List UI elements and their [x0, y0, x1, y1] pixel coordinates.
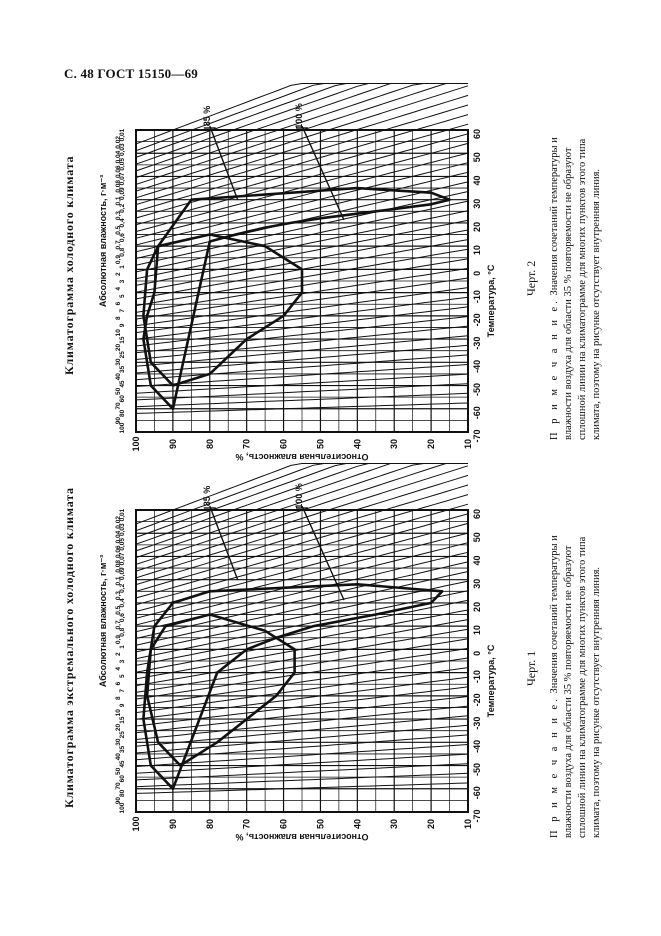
abs-humidity-tick-label: 35 [119, 365, 126, 374]
abs-humidity-tick-label: 9 [119, 703, 126, 708]
x-tick-label: 40 [472, 555, 482, 566]
abs-humidity-tick-label: 0,2 [119, 203, 126, 213]
abs-humidity-tick-label: 0,8 [119, 247, 126, 257]
abs-humidity-tick-label: 0,03 [119, 523, 126, 537]
chart2-title: Климатограмма холодного климата [62, 155, 76, 375]
abs-humidity-tick-label: 8 [115, 696, 122, 700]
abs-humidity-tick-label: 35 [119, 745, 126, 754]
abs-humidity-tick-label: 0,7 [115, 620, 122, 630]
abs-humidity-tick-label: 25 [119, 731, 127, 739]
y-tick-label: 90 [167, 818, 178, 830]
y-tick-label: 10 [463, 438, 473, 450]
abs-humidity-tick-label: 0,01 [119, 128, 126, 142]
abs-humidity-tick-label: 80 [119, 789, 126, 797]
abs-humidity-tick-label: 20 [115, 343, 122, 352]
annotation-label: 85 % [201, 105, 212, 127]
abs-humidity-tick-label: 100 [119, 802, 126, 814]
abs-humidity-tick-label: 80 [119, 409, 126, 417]
x-tick-label: -10 [472, 670, 482, 684]
y-tick-label: 90 [167, 438, 178, 450]
y-tick-label: 50 [315, 818, 326, 830]
abs-humidity-tick-label: 70 [115, 402, 122, 410]
abs-humidity-tick-label: 45 [119, 760, 126, 768]
abs-humidity-tick-label: 40 [115, 373, 122, 381]
x-tick-label: 40 [472, 175, 482, 186]
abs-humidity-tick-label: 10 [115, 329, 122, 337]
x-tick-label: -50 [472, 763, 482, 777]
abs-humidity-tick-label: 0,5 [115, 605, 122, 615]
abs-humidity-tick-label: 0,3 [115, 591, 122, 601]
x-tick-label: 20 [472, 601, 482, 612]
x-tick-label: 30 [472, 578, 482, 589]
y-tick-label: 20 [426, 438, 437, 450]
chart2-note [548, 130, 604, 440]
x-tick-label: 20 [472, 221, 482, 232]
annotation-label: 100 % [294, 483, 304, 509]
abs-humidity-tick-label: 0,9 [115, 635, 122, 645]
abs-humidity-tick-label: 30 [115, 358, 122, 366]
x-tick-label: 0 [472, 650, 482, 656]
abs-humidity-tick-label: 0,09 [119, 187, 126, 200]
x-tick-label: -40 [472, 739, 482, 753]
abs-humidity-tick-label: 100 [119, 422, 126, 434]
abs-humidity-tick-label: 15 [119, 336, 126, 344]
abs-humidity-tick-label: 7 [119, 689, 126, 693]
abs-humidity-tick-label: 0,05 [119, 158, 126, 171]
abs-humidity-tick-label: 0,01 [119, 508, 126, 522]
abs-humidity-tick-label: 90 [115, 417, 122, 425]
chart1-title: Климатограмма экстремального холодного климата [62, 487, 76, 808]
plot-group [136, 84, 468, 433]
chart2-caption: Черт. 2 [524, 260, 538, 296]
abs-humidity-tick-label: 6 [115, 681, 122, 686]
y-tick-label: 40 [352, 818, 363, 830]
x-tick-label: -30 [472, 716, 482, 730]
abs-humidity-tick-label: 25 [119, 351, 127, 359]
abs-humidity-tick-label: 0,07 [119, 552, 126, 566]
abs-humidity-tick-label: 0,5 [115, 225, 122, 235]
y-tick-label: 60 [278, 818, 289, 830]
abs-humidity-tick-label: 15 [119, 716, 126, 724]
abs-humidity-tick-label: 50 [115, 767, 122, 775]
abs-humidity-tick-label: 0,04 [115, 530, 122, 544]
y2-axis-label: Абсолютная влажность, г·м⁻³ [98, 554, 108, 688]
abs-humidity-tick-label: 0,02 [115, 516, 122, 529]
abs-humidity-tick-label: 0,09 [119, 567, 126, 580]
chart-cold-climate [90, 100, 496, 470]
abs-humidity-tick-label: 0,07 [119, 172, 126, 186]
abs-humidity-tick-label: 0,06 [115, 165, 122, 179]
abs-humidity-tick-label: 0,06 [115, 545, 122, 559]
y-tick-label: 80 [204, 818, 215, 830]
abs-humidity-tick-label: 8 [115, 316, 122, 320]
y-tick-label: 50 [315, 438, 326, 450]
abs-humidity-tick-label: 0,7 [115, 240, 122, 250]
abs-humidity-tick-label: 60 [119, 395, 126, 403]
x-axis-label: Температура, °С [486, 644, 496, 718]
abs-humidity-tick-label: 3 [119, 659, 126, 664]
y-tick-label: 70 [241, 818, 252, 830]
abs-humidity-tick-label: 90 [115, 797, 122, 805]
annotation-label: 85 % [201, 485, 212, 507]
abs-humidity-tick-label: 1 [119, 645, 126, 649]
abs-humidity-tick-label: 0,4 [119, 598, 126, 608]
chart2-note-label: П р и м е ч а н и е. [549, 298, 560, 440]
abs-humidity-tick-label: 20 [115, 723, 122, 732]
abs-humidity-tick-label: 5 [119, 294, 126, 298]
y-tick-label: 10 [463, 818, 473, 830]
abs-humidity-tick-label: 0,4 [119, 218, 126, 228]
abs-humidity-tick-label: 7 [119, 309, 126, 313]
abs-humidity-tick-label: 70 [115, 782, 122, 790]
abs-humidity-tick-label: 0,9 [115, 255, 122, 265]
x-tick-label: 50 [472, 152, 482, 163]
abs-humidity-tick-label: 0,1 [115, 196, 122, 206]
abs-humidity-tick-label: 2 [115, 272, 122, 277]
abs-humidity-tick-label: 0,02 [115, 136, 122, 149]
abs-humidity-tick-label: 9 [119, 323, 126, 328]
abs-humidity-tick-label: 30 [115, 738, 122, 746]
y-tick-label: 20 [426, 818, 437, 830]
x-tick-label: 60 [472, 128, 482, 140]
abs-humidity-tick-label: 0,8 [119, 627, 126, 637]
abs-humidity-tick-label: 0,6 [119, 613, 126, 623]
abs-humidity-tick-label: 50 [115, 387, 122, 395]
abs-humidity-tick-label: 4 [115, 667, 122, 671]
y-tick-label: 100 [131, 816, 141, 832]
abs-humidity-tick-label: 5 [119, 674, 126, 678]
x-tick-label: -60 [472, 406, 482, 420]
x-tick-label: -60 [472, 786, 482, 800]
annotation-label: 100 % [294, 103, 304, 129]
x-tick-label: 50 [472, 532, 482, 543]
y-tick-label: 70 [241, 438, 252, 450]
abs-humidity-tick-label: 2 [115, 652, 122, 657]
plot-group [136, 464, 468, 813]
x-tick-label: -20 [472, 313, 482, 327]
abs-humidity-tick-label: 45 [119, 380, 126, 388]
abs-humidity-tick-label: 60 [119, 775, 126, 783]
chart1-note-text: Значения сочетаний температуры и влажности воздуха для области 35 % повторяемости не образуют сплошной линии на климатограмме для многих пунктов этого типа климата, поэтому на рисунке отсутствует внутренняя линия. [549, 535, 602, 838]
x-tick-label: -10 [472, 290, 482, 304]
abs-humidity-tick-label: 0,1 [115, 576, 122, 586]
abs-humidity-tick-label: 0,6 [119, 233, 126, 243]
y-tick-label: 30 [389, 438, 400, 450]
y-tick-label: 100 [131, 436, 141, 452]
abs-humidity-tick-label: 3 [119, 279, 126, 284]
abs-humidity-tick-label: 40 [115, 753, 122, 761]
chart-extreme-cold-climate [90, 480, 496, 850]
x-tick-label: 10 [472, 625, 482, 636]
x-axis-label: Температура, °С [486, 264, 496, 338]
abs-humidity-tick-label: 6 [115, 301, 122, 306]
abs-humidity-tick-label: 0,3 [115, 211, 122, 221]
y2-axis-label: Абсолютная влажность, г·м⁻³ [98, 174, 108, 308]
abs-humidity-tick-label: 0,2 [119, 583, 126, 593]
y-tick-label: 80 [204, 438, 215, 450]
x-tick-label: 60 [472, 508, 482, 520]
abs-humidity-tick-label: 4 [115, 287, 122, 291]
x-tick-label: -40 [472, 359, 482, 373]
abs-humidity-tick-label: 0,08 [115, 179, 122, 193]
x-tick-label: -70 [472, 809, 482, 823]
y-tick-label: 40 [352, 438, 363, 450]
x-tick-label: 0 [472, 270, 482, 276]
x-tick-label: -70 [472, 429, 482, 443]
x-tick-label: -20 [472, 693, 482, 707]
abs-humidity-tick-label: 0,05 [119, 538, 126, 551]
abs-humidity-tick-label: 0,08 [115, 559, 122, 573]
chart1-caption: Черт. 1 [524, 650, 538, 686]
y-tick-label: 60 [278, 438, 289, 450]
abs-humidity-tick-label: 10 [115, 709, 122, 717]
page-header: С. 48 ГОСТ 15150—69 [64, 66, 198, 81]
x-tick-label: 30 [472, 198, 482, 209]
y-axis-label: Относительная влажность, % [235, 832, 369, 842]
abs-humidity-tick-label: 0,04 [115, 150, 122, 164]
abs-humidity-tick-label: 1 [119, 265, 126, 269]
abs-humidity-tick-label: 0,03 [119, 143, 126, 157]
chart1-note [548, 528, 604, 838]
y-axis-label: Относительная влажность, % [235, 452, 369, 462]
x-tick-label: 10 [472, 245, 482, 256]
y-tick-label: 30 [389, 818, 400, 830]
chart1-note-label: П р и м е ч а н и е. [549, 696, 560, 838]
x-tick-label: -50 [472, 383, 482, 397]
x-tick-label: -30 [472, 336, 482, 350]
chart2-note-text: Значения сочетаний температуры и влажности воздуха для области 35 % повторяемости не образуют сплошной линии на климатограмме для многих пунктов этого типа климата, поэтому на рисунке отсутствует внутренняя линия. [549, 137, 602, 440]
